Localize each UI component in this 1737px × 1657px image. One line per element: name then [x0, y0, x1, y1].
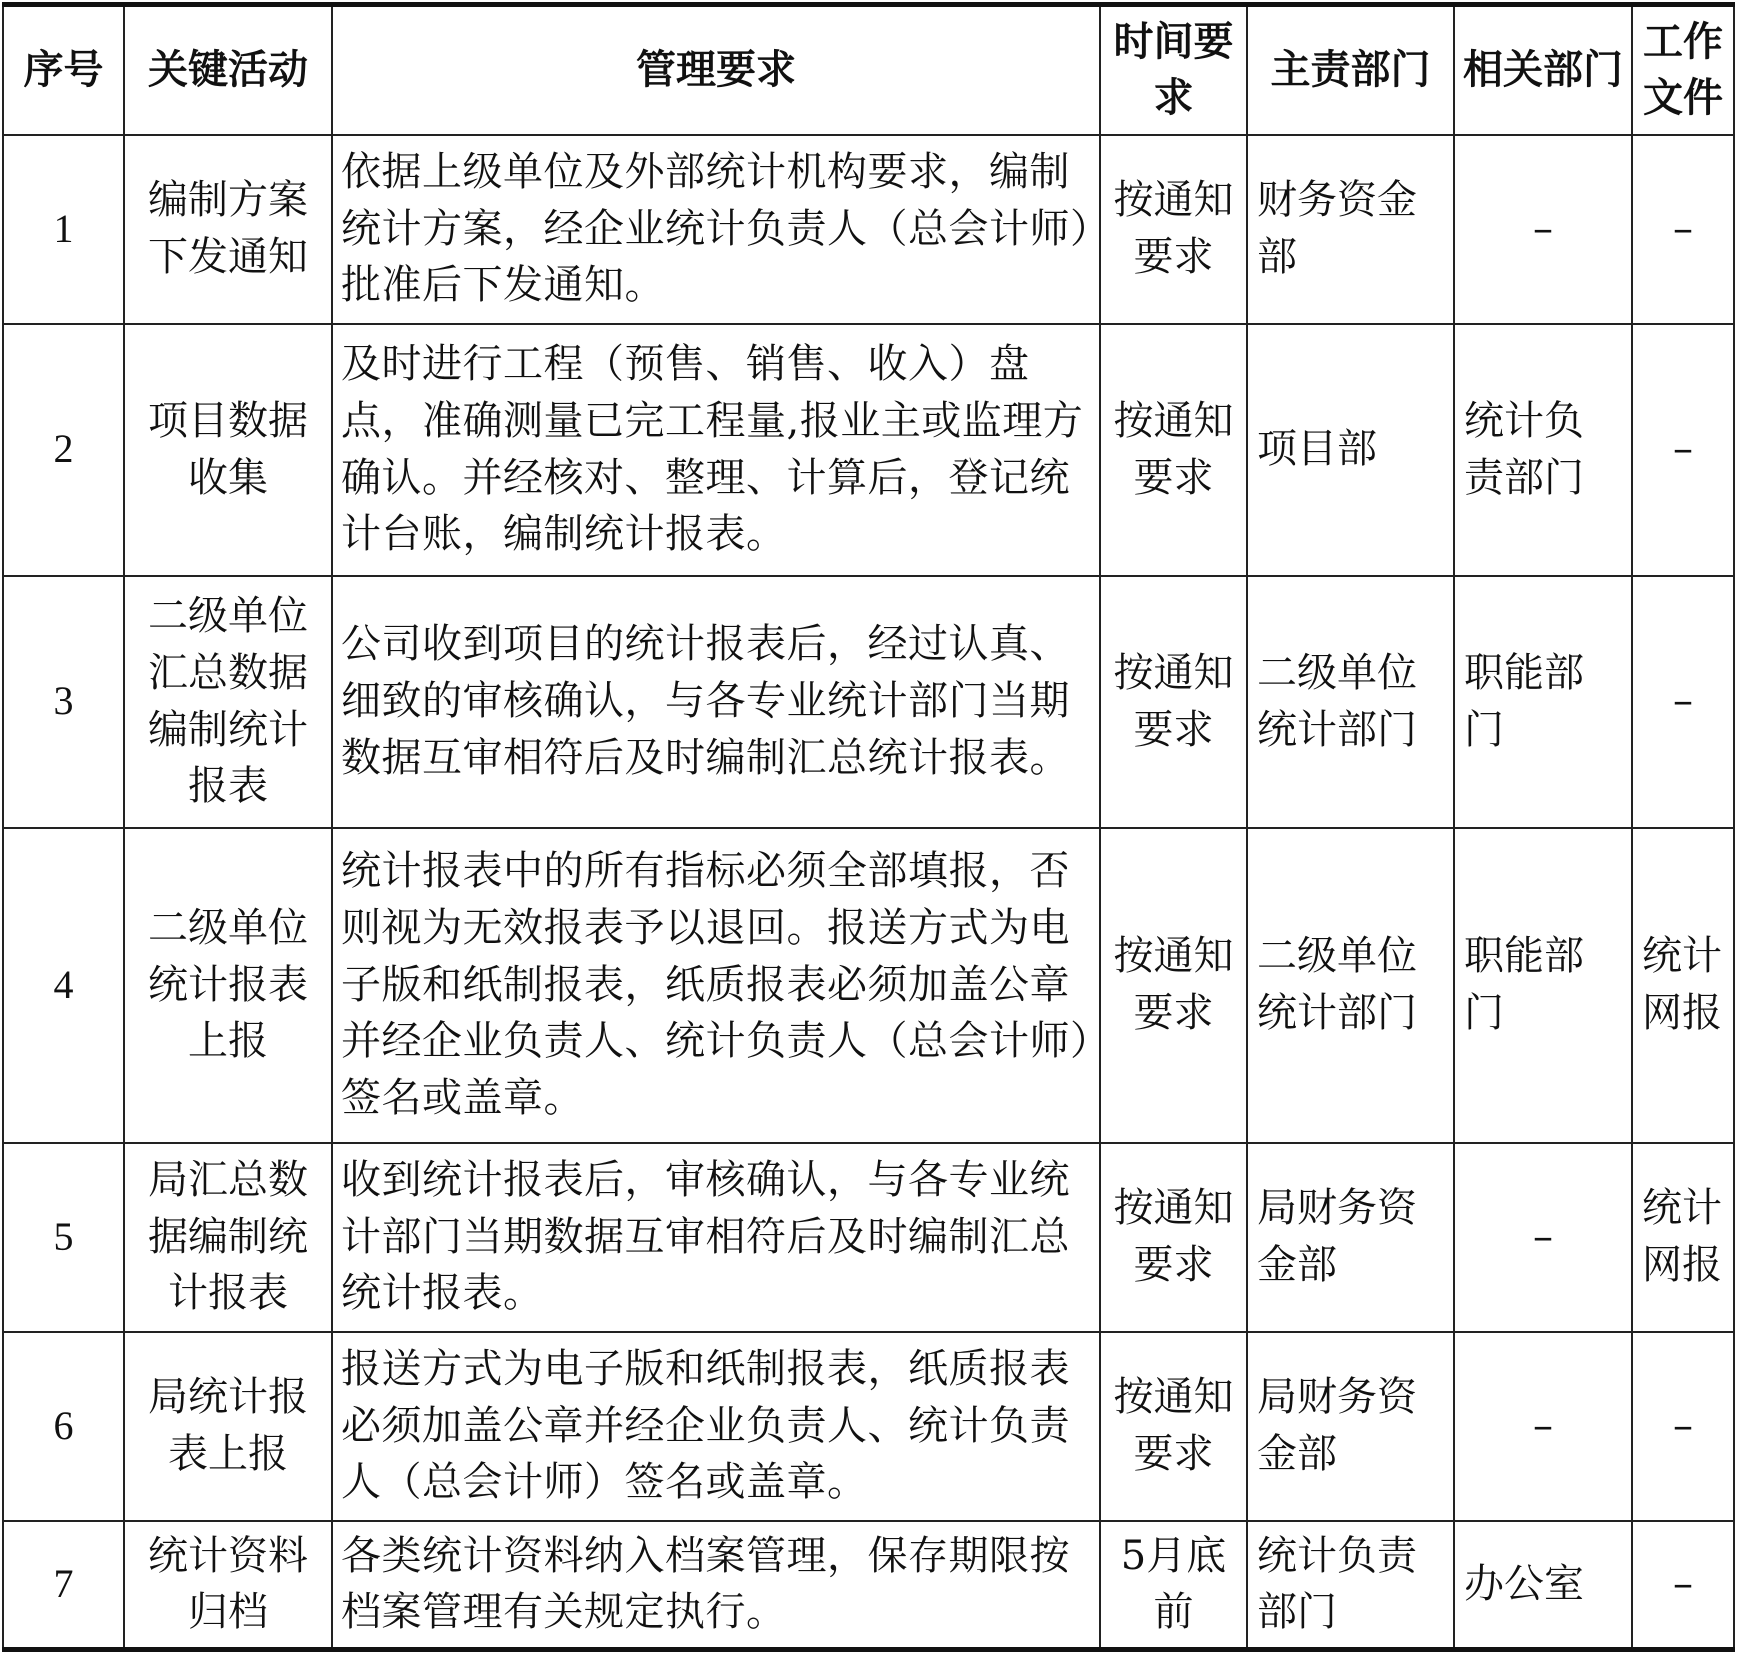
- header-main-dept: 主责部门: [1247, 5, 1454, 135]
- row-requirement: 收到统计报表后，审核确认，与各专业统计部门当期数据互审相符后及时编制汇总统计报表。: [332, 1143, 1100, 1332]
- table-wrapper: [2, 2, 1735, 1652]
- row-index: 7: [3, 1521, 124, 1650]
- row-related-dept: 职能部门: [1454, 576, 1632, 828]
- row-work-file: –: [1632, 1521, 1734, 1650]
- row-requirement: 报送方式为电子版和纸制报表，纸质报表必须加盖公章并经企业负责人、统计负责人（总会计师）签名或盖章。: [332, 1332, 1100, 1521]
- table-row: [3, 828, 1734, 1143]
- row-work-file: –: [1632, 324, 1734, 576]
- table-row: [3, 135, 1734, 324]
- row-work-file: –: [1632, 1332, 1734, 1521]
- header-activity: 关键活动: [124, 5, 332, 135]
- row-related-dept: 统计负责部门: [1454, 324, 1632, 576]
- row-work-file: –: [1632, 576, 1734, 828]
- row-index: 3: [3, 576, 124, 828]
- row-activity: 局统计报表上报: [124, 1332, 332, 1521]
- row-main-dept: 财务资金部: [1247, 135, 1454, 324]
- row-main-dept: 二级单位统计部门: [1247, 576, 1454, 828]
- row-main-dept: 项目部: [1247, 324, 1454, 576]
- row-time: 5月底前: [1100, 1521, 1247, 1650]
- row-activity: 二级单位汇总数据编制统计报表: [124, 576, 332, 828]
- table-row: [3, 1332, 1734, 1521]
- row-index: 2: [3, 324, 124, 576]
- row-time: 按通知要求: [1100, 324, 1247, 576]
- row-requirement: 公司收到项目的统计报表后，经过认真、细致的审核确认，与各专业统计部门当期数据互审相符后及时编制汇总统计报表。: [332, 576, 1100, 828]
- table-row: [3, 1521, 1734, 1650]
- row-related-dept: –: [1454, 135, 1632, 324]
- header-index: 序号: [3, 5, 124, 135]
- row-time: 按通知要求: [1100, 1332, 1247, 1521]
- key-activities-table: [2, 2, 1735, 1652]
- row-activity: 编制方案下发通知: [124, 135, 332, 324]
- row-requirement: 统计报表中的所有指标必须全部填报，否则视为无效报表予以退回。报送方式为电子版和纸制报表，纸质报表必须加盖公章并经企业负责人、统计负责人（总会计师）签名或盖章。: [332, 828, 1100, 1143]
- row-activity: 统计资料归档: [124, 1521, 332, 1650]
- row-main-dept: 局财务资金部: [1247, 1332, 1454, 1521]
- row-activity: 局汇总数据编制统计报表: [124, 1143, 332, 1332]
- row-time: 按通知要求: [1100, 576, 1247, 828]
- row-work-file: –: [1632, 135, 1734, 324]
- header-requirement: 管理要求: [332, 5, 1100, 135]
- header-related-dept: 相关部门: [1454, 5, 1632, 135]
- table-row: [3, 1143, 1734, 1332]
- row-activity: 项目数据收集: [124, 324, 332, 576]
- row-main-dept: 局财务资金部: [1247, 1143, 1454, 1332]
- row-related-dept: –: [1454, 1143, 1632, 1332]
- row-related-dept: 办公室: [1454, 1521, 1632, 1650]
- row-activity: 二级单位统计报表上报: [124, 828, 332, 1143]
- row-time: 按通知要求: [1100, 828, 1247, 1143]
- row-requirement: 各类统计资料纳入档案管理，保存期限按档案管理有关规定执行。: [332, 1521, 1100, 1650]
- row-requirement: 及时进行工程（预售、销售、收入）盘点，准确测量已完工程量,报业主或监理方确认。并经核对、整理、计算后，登记统计台账，编制统计报表。: [332, 324, 1100, 576]
- row-main-dept: 统计负责部门: [1247, 1521, 1454, 1650]
- row-index: 1: [3, 135, 124, 324]
- header-time: 时间要求: [1100, 5, 1247, 135]
- row-time: 按通知要求: [1100, 1143, 1247, 1332]
- row-index: 5: [3, 1143, 124, 1332]
- row-index: 6: [3, 1332, 124, 1521]
- row-work-file: 统计网报: [1632, 1143, 1734, 1332]
- row-requirement: 依据上级单位及外部统计机构要求，编制统计方案，经企业统计负责人（总会计师）批准后下发通知。: [332, 135, 1100, 324]
- header-work-file: 工作文件: [1632, 5, 1734, 135]
- header-row: [3, 5, 1734, 135]
- row-time: 按通知要求: [1100, 135, 1247, 324]
- row-index: 4: [3, 828, 124, 1143]
- row-main-dept: 二级单位统计部门: [1247, 828, 1454, 1143]
- row-related-dept: 职能部门: [1454, 828, 1632, 1143]
- row-related-dept: –: [1454, 1332, 1632, 1521]
- table-row: [3, 324, 1734, 576]
- table-row: [3, 576, 1734, 828]
- row-work-file: 统计网报: [1632, 828, 1734, 1143]
